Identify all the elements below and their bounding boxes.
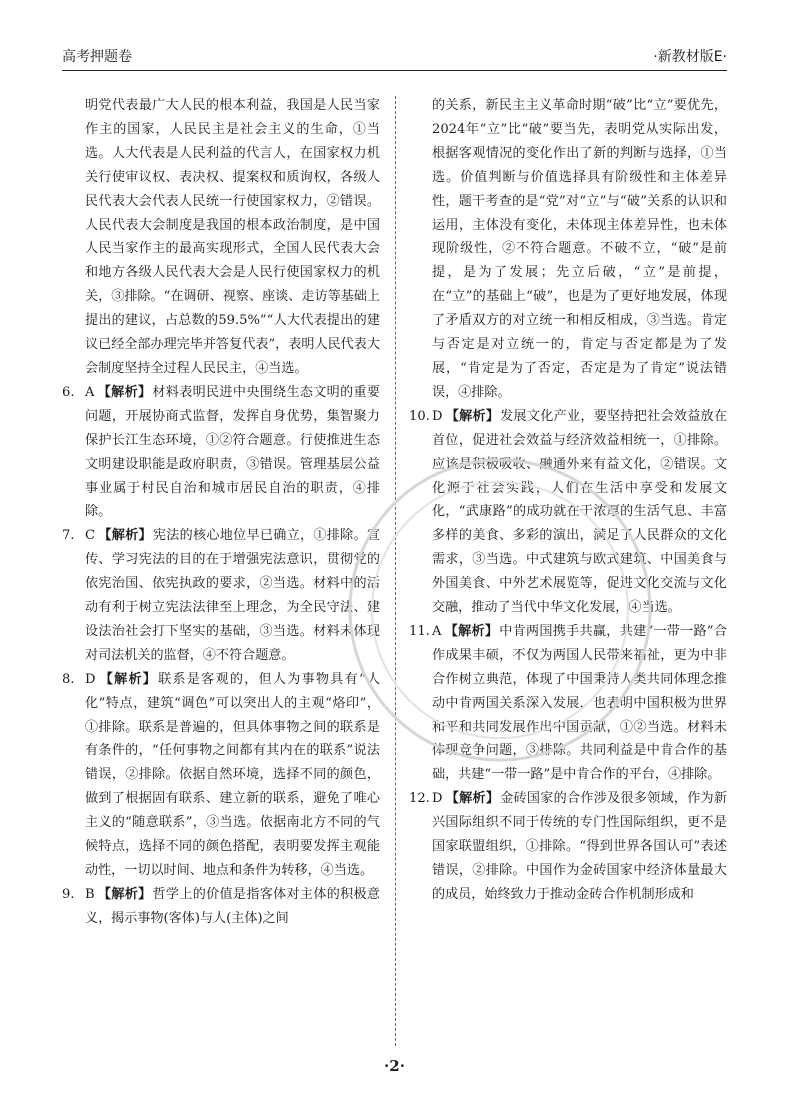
header-edition: ·新教材版E· [653, 49, 727, 65]
item-text: 中肯两国携手共赢，共建“一带一路”合作成果丰硕，不仅为两国人民带来福祉，更为中非合作树立典范，体现了中国秉持人类共同体理念推动中肯两国关系深入发展，也表明中国积极为世界和平和共同发展作出中国贡献，①②当选。材料未体现竞争问题，③排除。共同利益是中肯合作的基础，共建“一带一路”是中肯合作的平台，④排除。 [432, 623, 728, 783]
item-text: 材料表明民进中央围绕生态文明的重要问题，开展协商式监督，发挥自身优势，集智聚力保护长江生态环境，①②符合题意。行使推进生态文明建设职能是政府职责，③错误。管理基层公益事业属于村民自治和城市居民自治的职责，④排除。 [85, 384, 380, 520]
analysis-tag: 【解析】 [98, 671, 158, 687]
right-continuation-paragraph: 的关系，新民主主义革命时期“破”比“立”要优先，2024年“立”比“破”要当先，表明党从实际出发，根据客观情况的变化作出了新的判断与选择，①当选。价值判断与价值选择具有阶级性和主体差异性，题干考查的是“党”对“立”与“破”关系的认识和运用，主体没有变化，未体现主体差异性，也未体现阶级性，②不符合题意。不破不立，“破”是前提，是为了发展；先立后破，“立”是前提，在“立”的基础上“破”，也是为了更好地发展，体现了矛盾双方的对立统一和相反相成，③当选。肯定与否定是对立统一的，肯定与否定都是为了发展，“肯定是为了否定，否定是为了肯定”说法错误，④排除。 [432, 98, 727, 400]
item-text: 发展文化产业，要坚持把社会效益放在首位，促进社会效益与经济效益相统一，①排除。应该是积极吸收、融通外来有益文化，②错误。文化源于社会实践，人们在生活中享受和发展文化，“武康路”的成功就在于浓厚的生活气息、丰富多样的美食、多彩的演出，满足了人民群众的文化需求，③当选。中式建筑与欧式建筑、中国美食与外国美食、中外艺术展览等，促进文化交流与文化交融，推动了当代中华文化发展，④当选。 [432, 408, 728, 616]
item-number: 11. [409, 623, 430, 639]
item-text: 金砖国家的合作涉及很多领域，作为新兴国际组织不同于传统的专门性国际组织，更不是国家联盟组织，①排除。“得到世界各国认可”表述错误，②排除。中国作为金砖国家中经济体量最大的成员，始终致力于推动金砖合作机制形成和 [432, 791, 728, 902]
item-text: 哲学上的价值是指客体对主体的积极意义，揭示事物(客体)与人(主体)之间 [85, 886, 381, 926]
answer-item-6 [62, 381, 380, 524]
analysis-tag: 【解析】 [97, 384, 152, 400]
item-answer: D [432, 408, 443, 424]
analysis-tag: 【解析】 [444, 623, 499, 639]
header-title: 高考押题卷 [62, 49, 132, 65]
right-column [409, 94, 727, 907]
analysis-tag: 【解析】 [445, 408, 500, 424]
answer-item-12 [409, 787, 727, 907]
item-answer: A [85, 384, 95, 400]
answer-item-7 [62, 524, 380, 667]
item-answer: D [432, 791, 443, 807]
left-column [62, 94, 380, 931]
item-number: 8. [62, 671, 75, 687]
item-answer: B [85, 886, 95, 902]
page-number: ·2· [384, 1057, 405, 1075]
item-answer: D [85, 671, 96, 687]
item-number: 12. [409, 791, 430, 807]
item-answer: A [432, 623, 442, 639]
analysis-tag: 【解析】 [445, 791, 500, 807]
answer-item-9 [62, 883, 380, 931]
page-header [62, 44, 727, 71]
answer-item-8 [62, 668, 380, 883]
item-answer: C [85, 528, 96, 544]
item-text: 宪法的核心地位早已确立，①排除。宣传、学习宪法的目的在于增强宪法意识，贯彻党的依宪治国、依宪执政的要求，②当选。材料中的活动有利于树立宪法法律至上理念，为全民守法、建设法治社会打下坚实的基础，③当选。材料未体现对司法机关的监督，④不符合题意。 [85, 528, 381, 663]
answer-item-11 [409, 620, 727, 787]
column-divider [395, 96, 396, 1046]
item-number: 7. [62, 528, 75, 544]
item-text: 联系是客观的，但人为事物具有“人化”特点，建筑“调色”可以突出人的主观“烙印”，①排除。联系是普遍的，但具体事物之间的联系是有条件的，“任何事物之间都有其内在的联系”说法错误，②排除。依据自然环境，选择不同的颜色，做到了根据固有联系、建立新的联系，避免了唯心主义的“随意联系”，③当选。依据南北方不同的气候特点，选择不同的颜色搭配，表明要发挥主观能动性，一切以时间、地点和条件为转移，④当选。 [85, 671, 381, 878]
analysis-tag: 【解析】 [98, 528, 152, 544]
item-number: 10. [409, 408, 430, 424]
analysis-tag: 【解析】 [97, 886, 152, 902]
answer-item-10 [409, 405, 727, 620]
item-number: 9. [62, 886, 75, 902]
item-number: 6. [62, 384, 75, 400]
left-continuation-paragraph: 明党代表最广大人民的根本利益，我国是人民当家作主的国家，人民民主是社会主义的生命，①当选。人大代表是人民利益的代言人，在国家权力机关行使审议权、表决权、提案权和质询权，各级人民代表大会代表人民统一行使国家权力，②错误。人民代表大会制度是我国的根本政治制度，是中国人民当家作主的最高实现形式，全国人民代表大会和地方各级人民代表大会是人民行使国家权力的机关，③排除。“在调研、视察、座谈、走访等基础上提出的建议，占总数的59.5%”“人大代表提出的建议已经全部办理完毕并答复代表”，表明人民代表大会制度坚持全过程人民民主，④当选。 [85, 98, 380, 376]
